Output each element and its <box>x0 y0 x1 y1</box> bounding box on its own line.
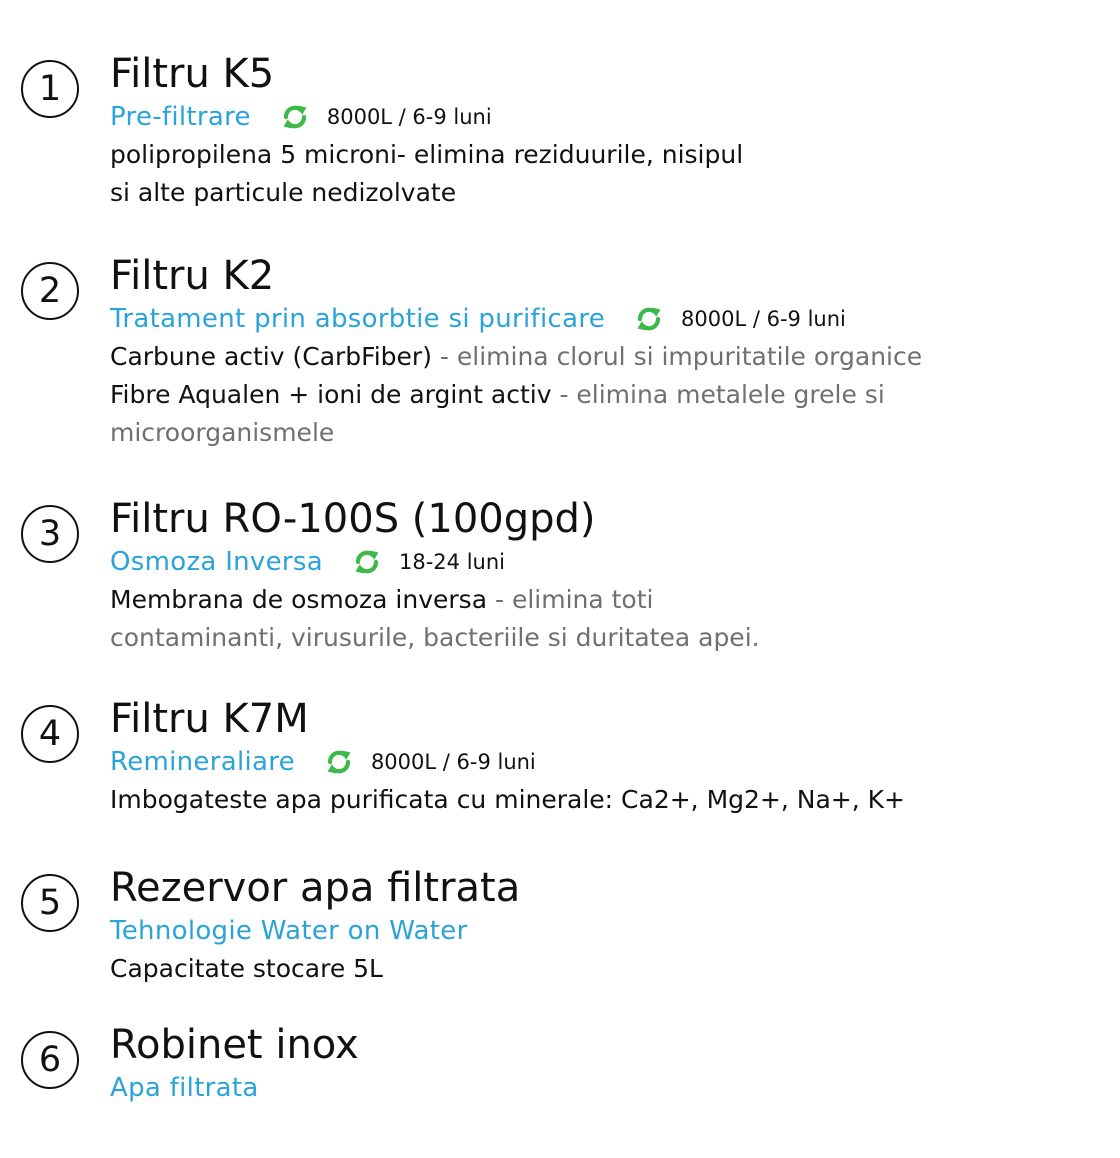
item-title: Filtru K7M <box>110 696 309 742</box>
item-subtitle-row <box>110 98 1100 136</box>
item-subtitle-row <box>110 743 1100 781</box>
item-capacity: 8000L / 6-9 luni <box>681 307 846 331</box>
desc-dark: Carbune activ (CarbFiber) <box>110 342 432 371</box>
item-description-line: Imbogateste apa purificata cu minerale: Ca2+, Mg2+, Na+, K+ <box>110 785 905 814</box>
item-subtitle: Tratament prin absorbtie si purificare <box>110 304 606 334</box>
item-title: Filtru K5 <box>110 51 275 97</box>
item-description-line: si alte particule nedizolvate <box>110 178 457 207</box>
step-number-1: 1 <box>21 60 79 118</box>
item-title: Filtru RO-100S (100gpd) <box>110 496 596 542</box>
item-subtitle-row <box>110 912 1100 950</box>
item-subtitle-row <box>110 300 1100 338</box>
item-description-line <box>110 581 1100 619</box>
refresh-cycle-icon <box>281 103 309 131</box>
refresh-cycle-icon <box>353 548 381 576</box>
desc-dark: Membrana de osmoza inversa <box>110 585 488 614</box>
desc-gray: - elimina toti <box>487 585 654 614</box>
desc-gray: - elimina metalele grele si <box>551 380 885 409</box>
desc-dark: Fibre Aqualen + ioni de argint activ <box>110 380 552 409</box>
item-description-line: polipropilena 5 microni- elimina reziduurile, nisipul <box>110 140 744 169</box>
item-title: Rezervor apa filtrata <box>110 865 521 911</box>
item-title: Robinet inox <box>110 1022 359 1068</box>
item-description-line: microorganismele <box>110 418 335 447</box>
refresh-cycle-icon <box>325 748 353 776</box>
item-subtitle: Pre-filtrare <box>110 102 251 132</box>
item-subtitle-row <box>110 1069 1100 1107</box>
item-capacity: 8000L / 6-9 luni <box>326 105 492 129</box>
item-description-line <box>110 376 1100 414</box>
item-subtitle: Remineraliare <box>110 747 295 777</box>
step-number-2: 2 <box>21 262 79 320</box>
item-subtitle: Osmoza Inversa <box>110 547 323 577</box>
desc-gray: - elimina clorul si impuritatile organice <box>431 342 923 371</box>
refresh-cycle-icon <box>635 305 663 333</box>
step-number-6: 6 <box>21 1031 79 1089</box>
item-capacity: 8000L / 6-9 luni <box>370 750 536 774</box>
item-subtitle: Tehnologie Water on Water <box>110 916 468 946</box>
item-description-line: contaminanti, virusurile, bacteriile si duritatea apei. <box>110 623 760 652</box>
item-description-line: Capacitate stocare 5L <box>110 954 383 983</box>
step-number-3: 3 <box>21 505 79 563</box>
item-capacity: 18-24 luni <box>399 550 505 574</box>
step-number-4: 4 <box>21 705 79 763</box>
item-subtitle: Apa filtrata <box>110 1073 259 1103</box>
item-subtitle-row <box>110 543 1100 581</box>
item-title: Filtru K2 <box>110 253 275 299</box>
step-number-5: 5 <box>21 874 79 932</box>
item-description-line <box>110 338 1100 376</box>
